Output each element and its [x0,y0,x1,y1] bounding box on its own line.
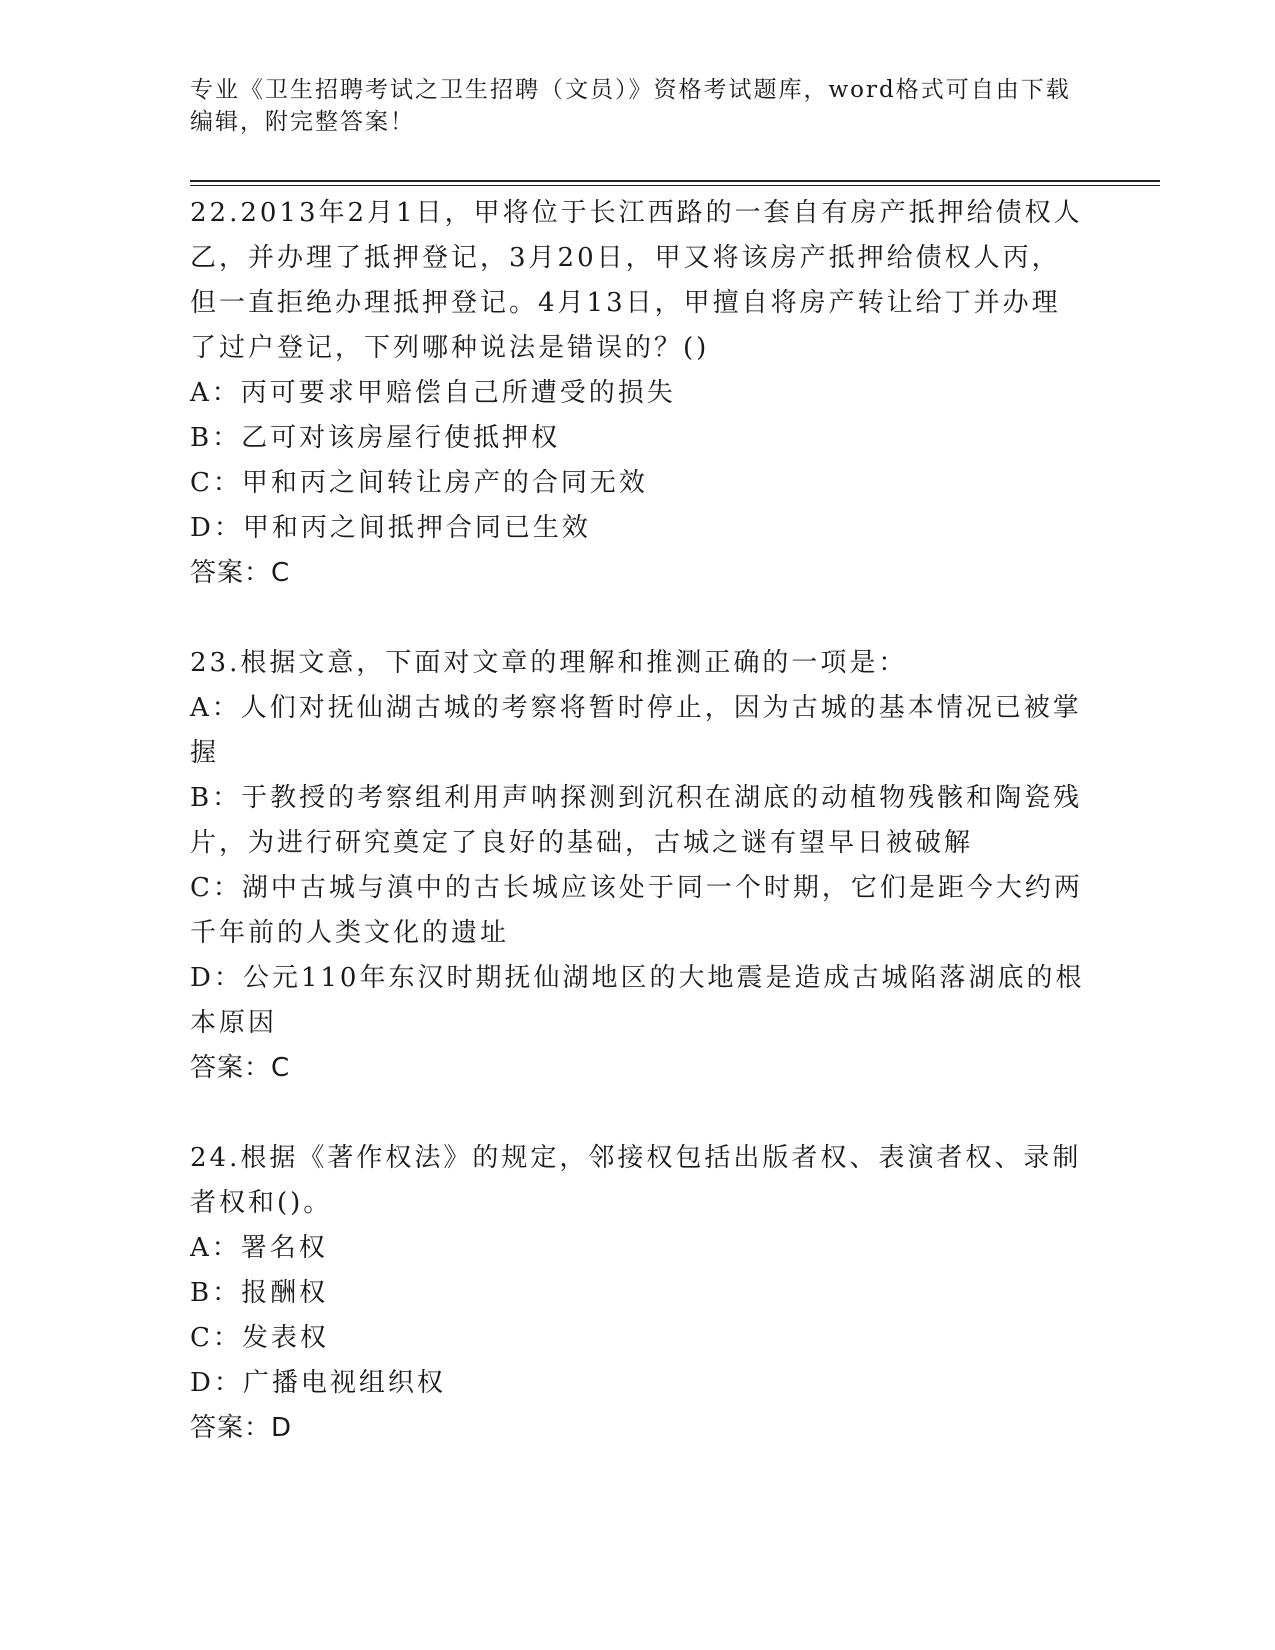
option-b: B：报酬权 [190,1278,329,1308]
option-c: C：湖中古城与滇中的古长城应该处于同一个时期，它们是距今大约两 [190,873,1083,903]
header-divider-thick [190,180,1160,182]
question-24 [190,1136,1090,1451]
document-header [190,74,1090,138]
option-d: D：公元110年东汉时期抚仙湖地区的大地震是造成古城陷落湖底的根 [190,963,1085,993]
option-c-continued: 千年前的人类文化的遗址 [190,918,510,948]
option-d: D：甲和丙之间抵押合同已生效 [190,513,591,543]
question-stem-line: 者权和()。 [190,1188,333,1218]
option-b: B：乙可对该房屋行使抵押权 [190,423,561,453]
question-spacer [190,596,1090,641]
answer-line: 答案：C [190,558,291,588]
question-22 [190,191,1090,596]
option-b-continued: 片，为进行研究奠定了良好的基础，古城之谜有望早日被破解 [190,828,974,858]
question-stem-line: 23.根据文意，下面对文章的理解和推测正确的一项是： [190,648,908,678]
option-c: C：甲和丙之间转让房产的合同无效 [190,468,648,498]
option-b: B：于教授的考察组利用声呐探测到沉积在湖底的动植物残骸和陶瓷残 [190,783,1083,813]
option-a: A：人们对抚仙湖古城的考察将暂时停止，因为古城的基本情况已被掌 [190,693,1082,723]
option-d-continued: 本原因 [190,1008,278,1038]
header-line-2: 编辑，附完整答案！ [190,109,415,135]
option-a: A：署名权 [190,1233,328,1263]
question-stem-line: 乙，并办理了抵押登记，3月20日，甲又将该房产抵押给债权人丙， [190,243,1061,273]
question-stem-line: 22.2013年2月1日，甲将位于长江西路的一套自有房产抵押给债权人 [190,198,1083,228]
question-spacer [190,1091,1090,1136]
question-stem-line: 24.根据《著作权法》的规定，邻接权包括出版者权、表演者权、录制 [190,1143,1082,1173]
header-divider-thin [190,185,1160,186]
question-stem-line: 了过户登记，下列哪种说法是错误的？() [190,333,710,363]
option-a: A：丙可要求甲赔偿自己所遭受的损失 [190,378,676,408]
option-c: C：发表权 [190,1323,329,1353]
question-23 [190,641,1090,1091]
question-list [190,191,1090,1451]
answer-line: 答案：D [190,1413,293,1443]
header-line-1: 专业《卫生招聘考试之卫生招聘（文员）》资格考试题库，word格式可自由下载 [190,77,1071,103]
question-stem-line: 但一直拒绝办理抵押登记。4月13日，甲擅自将房产转让给丁并办理 [190,288,1061,318]
answer-line: 答案：C [190,1053,291,1083]
option-a-continued: 握 [190,738,220,768]
option-d: D：广播电视组织权 [190,1368,446,1398]
